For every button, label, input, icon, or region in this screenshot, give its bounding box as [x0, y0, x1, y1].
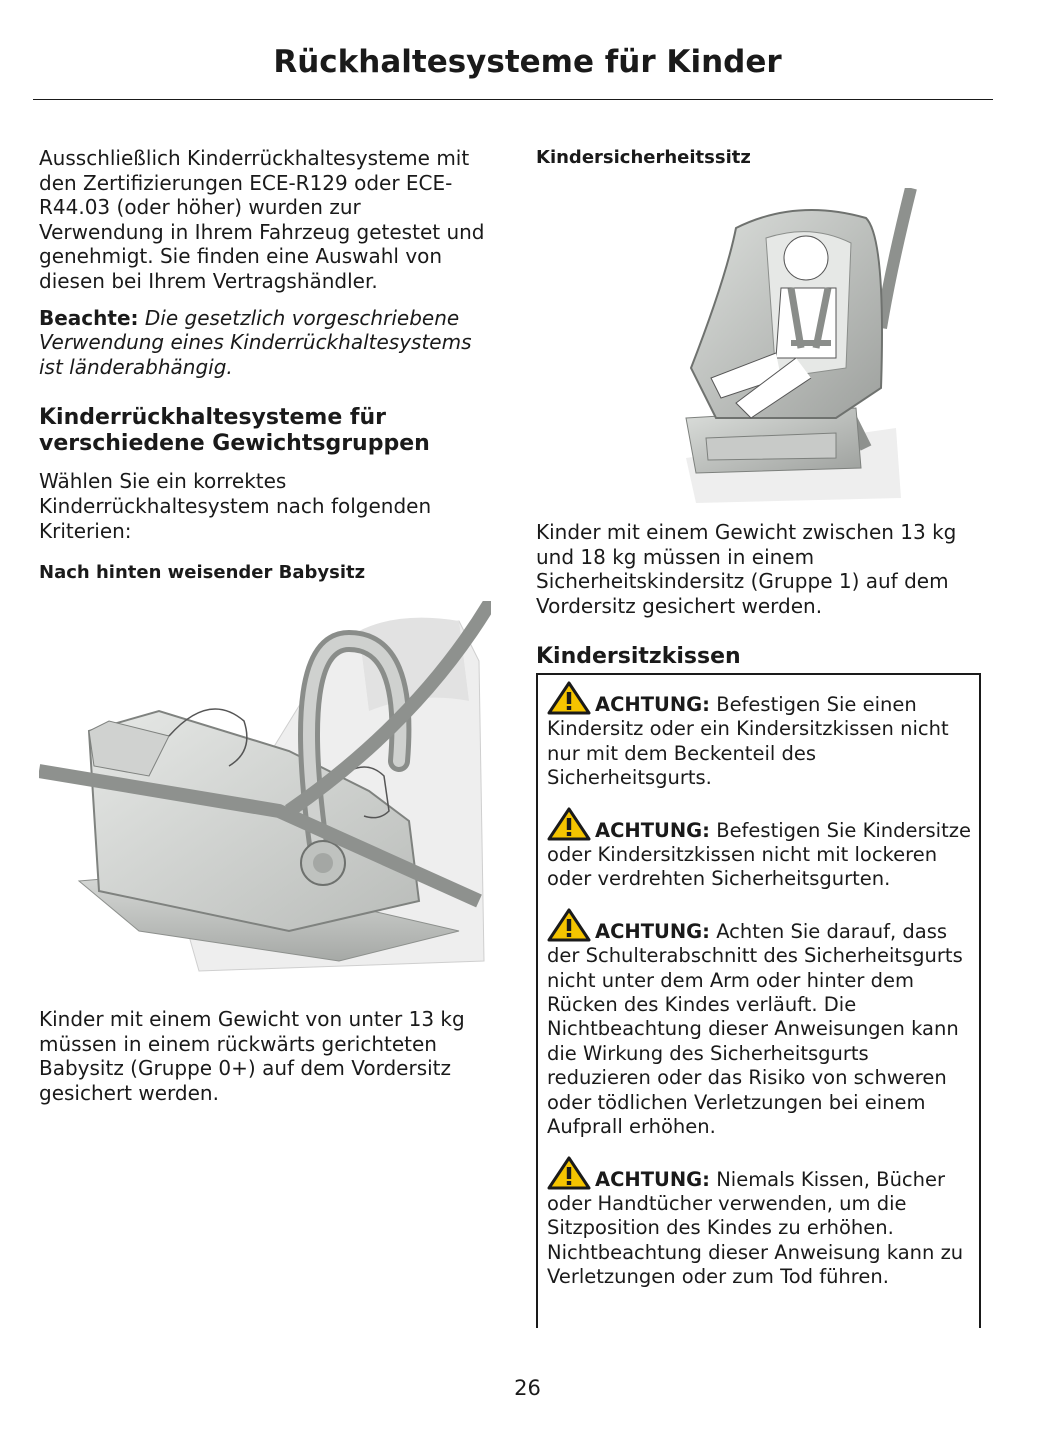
page-title: Rückhaltesysteme für Kinder [273, 44, 782, 80]
warning-label: ACHTUNG: [595, 693, 710, 716]
warning-item [547, 807, 971, 892]
note-paragraph [39, 306, 491, 380]
sub-heading-child-seat: Kindersicherheitssitz [536, 147, 751, 168]
note-text: Die gesetzlich vorgeschriebene Verwendung eines Kinderrückhaltesystems ist länderabhängig. [39, 305, 472, 379]
warning-text: Befestigen Sie Kindersitze oder Kindersitzkissen nicht mit lockeren oder verdrehten Sicherheitsgurten. [547, 818, 971, 891]
page-number: 26 [514, 1376, 541, 1400]
warning-triangle-icon [547, 908, 591, 942]
intro-paragraph: Ausschließlich Kinderrückhaltesysteme mit den Zertifizierungen ECE-R129 oder ECE-R44.03 (oder höher) wurden zur Verwendung in Ihrem Fahrzeug getestet und genehmigt. Sie finden eine Auswahl von diesen bei Ihrem Vertragshändler. [39, 146, 485, 293]
warning-label: ACHTUNG: [595, 919, 710, 943]
rear-facing-caption: Kinder mit einem Gewicht von unter 13 kg müssen in einem rückwärts gerichteten Babysitz (Gruppe 0+) auf dem Vordersitz gesichert werden. [39, 1007, 465, 1105]
warning-label: ACHTUNG: [595, 1167, 710, 1191]
warning-triangle-icon [547, 1156, 591, 1190]
title-divider [33, 99, 993, 100]
warning-text: Befestigen Sie einen Kindersitz oder ein Kindersitzkissen nicht nur mit dem Beckenteil des Sicherheitsgurts. [547, 693, 949, 790]
sub-heading-rear-facing: Nach hinten weisender Babysitz [39, 562, 366, 584]
child-seat-caption: Kinder mit einem Gewicht zwischen 13 kg und 18 kg müssen in einem Sicherheitskindersitz (Gruppe 1) auf dem Vordersitz gesichert werden. [536, 520, 957, 618]
note-label: Beachte: [39, 305, 139, 330]
section-heading-booster: Kindersitzkissen [536, 644, 741, 670]
warning-text: Achten Sie darauf, dass der Schulterabschnitt des Sicherheitsgurts nicht unter dem Arm oder hinter dem Rücken des Kindes verläuft. Die Nichtbeachtung dieser Anweisungen kann die Wirkung des Sicherheitsgurts reduzieren oder das Risiko von schweren oder tödlichen Verletzungen bei einem Aufprall erhöhen. [547, 919, 963, 1139]
warning-item [547, 1156, 971, 1290]
right-column [536, 146, 986, 670]
forward-facing-child-seat-illustration [536, 188, 986, 508]
warning-label: ACHTUNG: [595, 818, 710, 842]
section-heading-weight-groups: Kinderrückhaltesysteme für verschiedene Gewichtsgruppen [39, 405, 430, 457]
warning-item [547, 681, 971, 791]
left-column [39, 146, 491, 1106]
rear-facing-baby-seat-illustration [39, 601, 491, 981]
warning-text: Niemals Kissen, Bücher oder Handtücher verwenden, um die Sitzposition des Kindes zu erhöhen. Nichtbeachtung dieser Anweisung kann zu Verletzungen oder zum Tod führen. [547, 1167, 964, 1289]
warning-box [536, 673, 981, 1328]
warning-triangle-icon [547, 681, 591, 715]
warning-item [547, 908, 971, 1140]
section-paragraph: Wählen Sie ein korrektes Kinderrückhaltesystem nach folgenden Kriterien: [39, 469, 432, 543]
warning-triangle-icon [547, 807, 591, 841]
